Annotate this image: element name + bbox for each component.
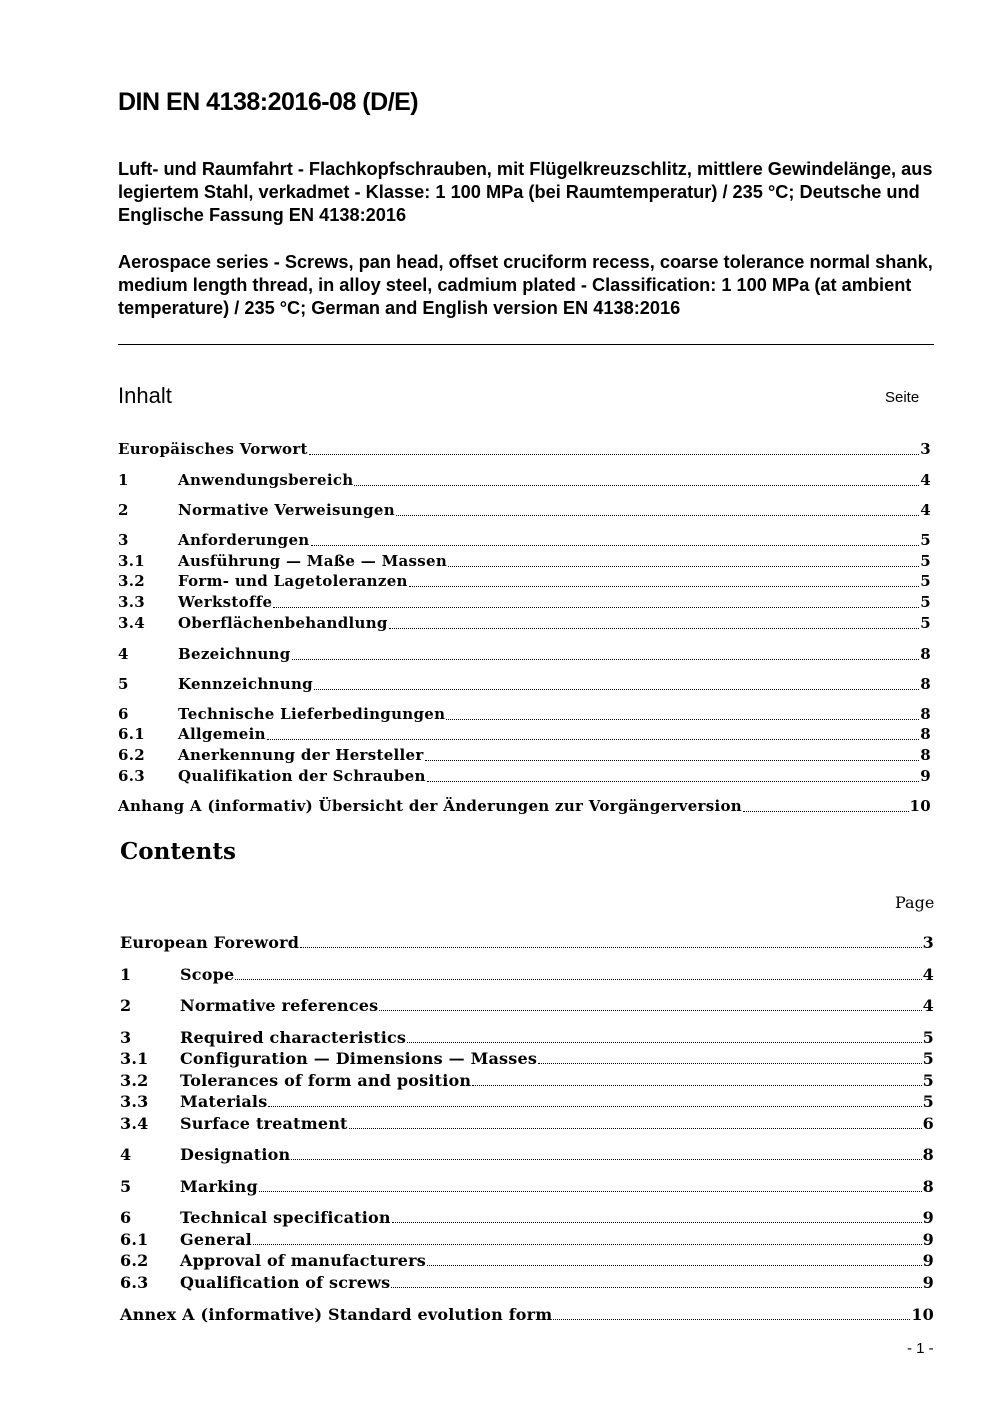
toc-entry[interactable] [118, 501, 931, 521]
toc-entry-page: 8 [920, 675, 931, 693]
toc-entry[interactable] [118, 797, 931, 817]
toc-entry-title: General [180, 1230, 252, 1249]
toc-entry[interactable] [120, 1208, 934, 1228]
toc-dot-leader [391, 1286, 921, 1288]
toc-entry-page: 5 [920, 552, 931, 570]
toc-dot-leader [425, 759, 920, 761]
toc-entry-title: Configuration — Dimensions — Masses [180, 1049, 538, 1068]
toc-entry[interactable] [118, 725, 931, 745]
toc-entry-page: 4 [922, 965, 934, 984]
toc-entry-page: 8 [920, 746, 931, 764]
toc-dot-leader [396, 514, 919, 516]
toc-entry-number: 6.2 [120, 1251, 149, 1270]
toc-entry-number: 3 [118, 531, 129, 549]
toc-dot-leader [291, 1158, 921, 1160]
toc-entry-page: 5 [920, 593, 931, 611]
toc-entry-page: 6 [922, 1114, 934, 1133]
toc-entry-title: Normative references [180, 996, 379, 1015]
toc-entry-page: 4 [920, 501, 931, 519]
toc-entry[interactable] [118, 767, 931, 787]
toc-entry-page: 5 [922, 1028, 934, 1047]
toc-dot-leader [314, 688, 919, 690]
toc-dot-leader [407, 1041, 922, 1043]
toc-entry-page: 8 [920, 645, 931, 663]
toc-dot-leader [235, 978, 921, 980]
toc-dot-leader [743, 810, 909, 812]
toc-entry-title: Ausführung — Maße — Massen [178, 552, 448, 570]
toc-entry[interactable] [118, 593, 931, 613]
toc-entry-number: 4 [118, 645, 129, 663]
toc-dot-leader [267, 738, 919, 740]
toc-dot-leader [309, 453, 919, 455]
toc-entry-title: Europäisches Vorwort [118, 440, 308, 458]
toc-entry-number: 6 [120, 1208, 132, 1227]
toc-entry-number: 5 [118, 675, 129, 693]
toc-entry-page: 9 [922, 1273, 934, 1292]
toc-entry-page: 5 [922, 1092, 934, 1111]
toc-entry-number: 6.3 [118, 767, 145, 785]
toc-entry-number: 6 [118, 705, 129, 723]
toc-entry-title: Allgemein [178, 725, 266, 743]
toc-entry-page: 5 [920, 572, 931, 590]
toc-entry[interactable] [120, 1114, 934, 1134]
toc-entry-page: 8 [920, 725, 931, 743]
toc-entry-number: 5 [120, 1177, 132, 1196]
subtitle-german: Luft- und Raumfahrt - Flachkopfschrauben, mit Flügelkreuzschlitz, mittlere Gewindelänge, aus legiertem Stahl, verkadmet - Klasse: 1 100 MPa (bei Raumtemperatur) / 235 °C; Deutsche und Englische Fassung EN 4138:2016 [118, 159, 933, 225]
toc-entry[interactable] [118, 531, 931, 551]
document-title: DIN EN 4138:2016-08 (D/E) [118, 88, 419, 116]
toc-entry[interactable] [120, 1305, 934, 1325]
toc-entry-page: 4 [920, 471, 931, 489]
toc-entry-page: 9 [922, 1251, 934, 1270]
toc-dot-leader [553, 1318, 910, 1320]
toc-dot-leader [409, 585, 920, 587]
toc-dot-leader [379, 1009, 921, 1011]
toc-entry-title: Required characteristics [180, 1028, 407, 1047]
toc-entry-number: 6.1 [120, 1230, 149, 1249]
toc-entry[interactable] [120, 965, 934, 985]
toc-entry-page: 5 [920, 614, 931, 632]
title-divider [118, 344, 934, 345]
toc-entry[interactable] [120, 1028, 934, 1048]
toc-entry-title: Oberflächenbehandlung [178, 614, 388, 632]
toc-entry-title: Approval of manufacturers [180, 1251, 426, 1270]
toc-entry[interactable] [120, 1049, 934, 1069]
toc-entry-number: 3.4 [118, 614, 145, 632]
toc-page-label-german: Seite [885, 389, 920, 406]
toc-dot-leader [427, 780, 920, 782]
toc-entry-title: Designation [180, 1145, 291, 1164]
toc-entry-number: 2 [118, 501, 129, 519]
toc-entry-number: 6.2 [118, 746, 145, 764]
toc-dot-leader [292, 658, 920, 660]
toc-dot-leader [253, 1243, 922, 1245]
toc-entry-page: 8 [922, 1145, 934, 1164]
toc-entry[interactable] [118, 552, 931, 572]
toc-heading-english: Contents [120, 838, 236, 865]
toc-dot-leader [268, 1105, 921, 1107]
toc-entry-number: 3 [120, 1028, 132, 1047]
toc-entry-page: 5 [922, 1049, 934, 1068]
toc-entry-page: 9 [922, 1208, 934, 1227]
toc-entry[interactable] [118, 705, 931, 725]
toc-entry-title: Tolerances of form and position [180, 1071, 472, 1090]
toc-entry[interactable] [120, 1230, 934, 1250]
toc-entry-title: Anwendungsbereich [178, 471, 354, 489]
toc-entry-page: 3 [922, 933, 934, 952]
toc-entry-page: 8 [920, 705, 931, 723]
toc-entry-page: 10 [909, 797, 931, 815]
toc-dot-leader [349, 1127, 922, 1129]
toc-entry-page: 3 [920, 440, 931, 458]
toc-entry-number: 3.3 [118, 593, 145, 611]
toc-dot-leader [311, 544, 920, 546]
toc-entry[interactable] [118, 572, 931, 592]
toc-entry-number: 3.2 [118, 572, 145, 590]
toc-entry[interactable] [118, 746, 931, 766]
toc-entry-page: 4 [922, 996, 934, 1015]
toc-entry-page: 5 [920, 531, 931, 549]
toc-entry[interactable] [120, 1273, 934, 1293]
toc-dot-leader [472, 1084, 921, 1086]
toc-entry-number: 2 [120, 996, 132, 1015]
toc-entry-page: 10 [911, 1305, 934, 1324]
toc-dot-leader [538, 1062, 922, 1064]
toc-entry-title: Werkstoffe [178, 593, 273, 611]
toc-entry-number: 1 [118, 471, 129, 489]
toc-entry[interactable] [118, 614, 931, 634]
toc-entry[interactable] [120, 1177, 934, 1197]
toc-dot-leader [354, 484, 919, 486]
toc-entry-title: Normative Verweisungen [178, 501, 395, 519]
toc-entry-title: Bezeichnung [178, 645, 291, 663]
toc-entry[interactable] [118, 440, 931, 460]
toc-entry[interactable] [120, 933, 934, 953]
toc-entry-number: 3.2 [120, 1071, 149, 1090]
toc-entry-title: Anerkennung der Hersteller [178, 746, 424, 764]
toc-entry-title: Marking [180, 1177, 258, 1196]
toc-entry-title: Form- und Lagetoleranzen [178, 572, 408, 590]
toc-entry-title: Anhang A (informativ) Übersicht der Änderungen zur Vorgängerversion [118, 797, 742, 815]
subtitle-english: Aerospace series - Screws, pan head, offset cruciform recess, coarse tolerance normal shank, medium length thread, in alloy steel, cadmium plated - Classification: 1 100 MPa (at ambient temperature) / 235 °C; German and English version EN 4138:2016 [118, 252, 933, 318]
toc-entry-number: 3.1 [118, 552, 145, 570]
toc-entry-title: Qualification of screws [180, 1273, 391, 1292]
toc-dot-leader [392, 1221, 922, 1223]
toc-entry[interactable] [120, 1145, 934, 1165]
toc-dot-leader [300, 946, 922, 948]
toc-dot-leader [259, 1190, 922, 1192]
toc-entry-number: 1 [120, 965, 132, 984]
toc-entry-title: Surface treatment [180, 1114, 348, 1133]
toc-entry-page: 8 [922, 1177, 934, 1196]
toc-entry[interactable] [118, 675, 931, 695]
toc-entry-title: Scope [180, 965, 235, 984]
toc-entry-number: 6.3 [120, 1273, 149, 1292]
toc-heading-german: Inhalt [118, 383, 172, 408]
toc-entry-title: Annex A (informative) Standard evolution form [120, 1305, 553, 1324]
toc-entry-number: 3.1 [120, 1049, 149, 1068]
toc-entry-number: 3.3 [120, 1092, 149, 1111]
toc-entry[interactable] [120, 1092, 934, 1112]
toc-entry-title: Materials [180, 1092, 268, 1111]
toc-entry-page: 5 [922, 1071, 934, 1090]
toc-entry-title: European Foreword [120, 933, 300, 952]
toc-dot-leader [273, 606, 919, 608]
toc-entry-number: 4 [120, 1145, 132, 1164]
toc-entry-title: Technische Lieferbedingungen [178, 705, 446, 723]
toc-entry[interactable] [118, 471, 931, 491]
toc-entry[interactable] [120, 1071, 934, 1091]
toc-entry[interactable] [120, 996, 934, 1016]
toc-entry-title: Qualifikation der Schrauben [178, 767, 426, 785]
toc-entry-title: Kennzeichnung [178, 675, 313, 693]
toc-entry-number: 3.4 [120, 1114, 149, 1133]
toc-dot-leader [389, 627, 920, 629]
toc-page-label-english: Page [895, 893, 935, 912]
toc-dot-leader [446, 718, 919, 720]
toc-entry-number: 6.1 [118, 725, 145, 743]
page-number: - 1 - [907, 1340, 934, 1357]
toc-entry-page: 9 [922, 1230, 934, 1249]
toc-entry[interactable] [118, 645, 931, 665]
toc-entry-title: Anforderungen [178, 531, 310, 549]
toc-entry-title: Technical specification [180, 1208, 391, 1227]
toc-entry-page: 9 [920, 767, 931, 785]
toc-dot-leader [448, 565, 919, 567]
toc-entry[interactable] [120, 1251, 934, 1271]
toc-dot-leader [427, 1264, 922, 1266]
